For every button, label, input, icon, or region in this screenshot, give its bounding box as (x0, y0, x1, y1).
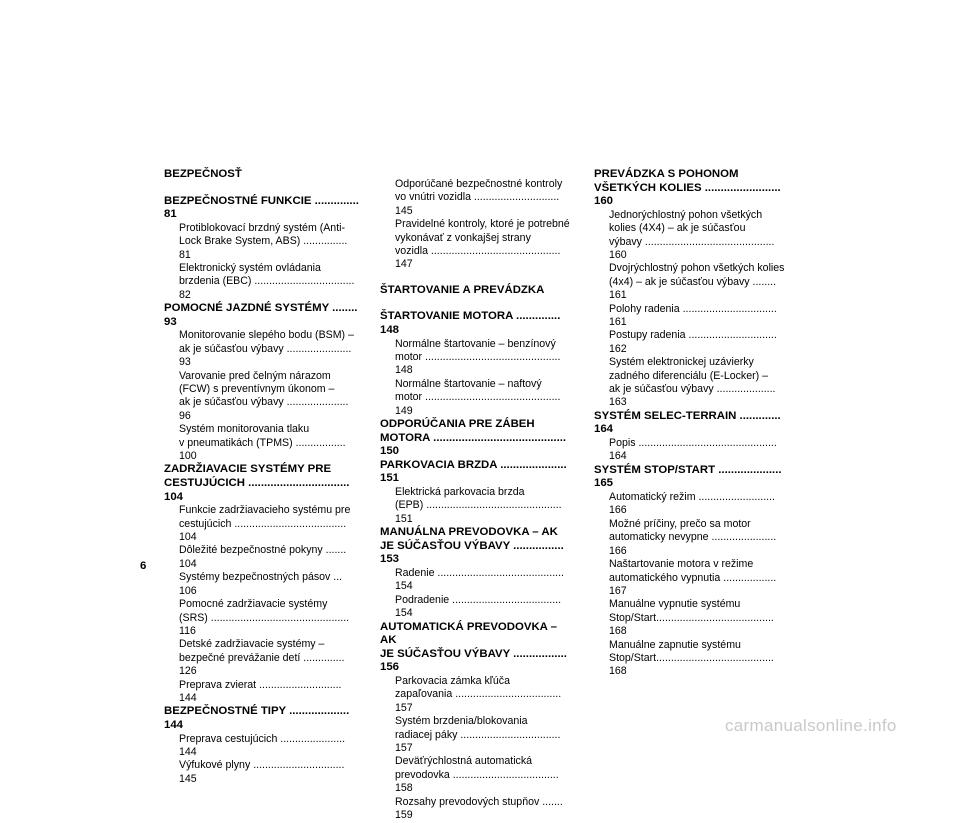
toc-subentry: Preprava cestujúcich ...................... 144 (179, 732, 346, 758)
toc-subentry: automatického vypnutia .................. 167 (609, 571, 777, 597)
toc-subentry: Jednorýchlostný pohon všetkých (609, 208, 763, 221)
toc-subentry: Radenie ........................................... 154 (395, 567, 564, 593)
toc-subentry: Popis ............................................... 164 (609, 437, 777, 463)
toc-subentry: Dôležité bezpečnostné pokyny ....... 104 (179, 544, 347, 570)
toc-chapter-entry: SYSTÉM STOP/START .................... 165 (594, 463, 782, 490)
toc-subentry: Elektronický systém ovládania (179, 262, 321, 274)
toc-chapter-entry: PARKOVACIA BRZDA ..................... 151 (380, 458, 567, 485)
toc-column-3 (594, 168, 790, 679)
toc-subentry: Automatický režim .......................... 166 (609, 491, 776, 517)
toc-subentry: Postupy radenia .............................. 162 (609, 329, 777, 355)
toc-subentry: zadného diferenciálu (E-Locker) – (609, 369, 768, 382)
toc-subentry: Manuálne zapnutie systému (609, 638, 741, 651)
toc-subentry: Pravidelné kontroly, ktoré je potrebné (395, 218, 570, 231)
toc-subentry: (FCW) s preventívnym úkonom – (179, 383, 335, 396)
toc-subentry: zapaľovania .................................... 157 (395, 688, 562, 714)
toc-chapter-entry: ŠTARTOVANIE MOTORA .............. 148 (380, 310, 561, 337)
toc-subentry: Stop/Start........................................ 168 (609, 611, 774, 638)
toc-chapter-entry: ZADRŽIAVACIE SYSTÉMY PRE (164, 463, 332, 476)
toc-subentry: Varovanie pred čelným nárazom (179, 369, 331, 382)
toc-subentry: vozidla ............................................ 147 (395, 245, 561, 271)
toc-subentry: Rozsahy prevodových stupňov ....... 159 (395, 795, 563, 822)
toc-chapter-entry: BEZPEČNOSTNÉ FUNKCIE .............. 81 (164, 194, 359, 221)
toc-subentry: Preprava zvierat ............................ 144 (179, 678, 342, 704)
toc-subentry: motor .............................................. 149 (395, 391, 561, 417)
toc-subentry: Parkovacia zámka kľúča (395, 675, 510, 688)
toc-subentry: (EPB) .............................................. 151 (395, 499, 562, 525)
toc-chapter-entry: SYSTÉM SELEC-TERRAIN ............. 164 (594, 409, 781, 436)
toc-subentry: Lock Brake System, ABS) ............... 81 (179, 235, 348, 261)
watermark: carmanualsonline.info (725, 716, 897, 735)
toc-chapter-entry: MOTORA .......................................... 150 (380, 431, 567, 458)
toc-subentry: Funkcie zadržiavacieho systému pre (179, 504, 351, 517)
toc-subentry: Možné príčiny, prečo sa motor (609, 517, 751, 530)
toc-subentry: vykonávať z vonkajšej strany (395, 231, 531, 244)
toc-subentry: cestujúcich ...................................... 104 (179, 517, 347, 544)
toc-subentry: ak je súčasťou výbavy .................... 163 (609, 383, 776, 409)
toc-column-1 (164, 168, 360, 786)
toc-subentry: radiacej páky .................................. 157 (395, 728, 561, 755)
toc-subentry: Detské zadržiavacie systémy – (179, 638, 325, 651)
toc-subentry: výbavy ............................................ 160 (609, 235, 775, 261)
toc-chapter-entry: JE SÚČASŤOU VÝBAVY ................. 156 (380, 647, 567, 674)
toc-subentry: Elektrická parkovacia brzda (395, 486, 525, 499)
toc-chapter-entry: JE SÚČASŤOU VÝBAVY ................ 153 (380, 539, 564, 566)
toc-chapter-entry: PREVÁDZKA S POHONOM (594, 168, 739, 180)
toc-subentry: (SRS) ............................................... 116 (179, 611, 350, 637)
toc-subentry: kolies (4X4) – ak je súčasťou (609, 222, 746, 235)
toc-subentry: Stop/Start........................................ 168 (609, 651, 774, 678)
toc-subentry: Protiblokovací brzdný systém (Anti- (179, 221, 346, 234)
toc-subentry: Systém brzdenia/blokovania (395, 715, 528, 728)
toc-subentry: Dvojrýchlostný pohon všetkých kolies (609, 262, 785, 275)
toc-subentry: Odporúčané bezpečnostné kontroly (395, 178, 563, 190)
toc-chapter-entry: POMOCNÉ JAZDNÉ SYSTÉMY ........ 93 (164, 302, 358, 328)
toc-subentry: brzdenia (EBC) .................................. 82 (179, 275, 355, 301)
toc-subentry: motor .............................................. 148 (395, 351, 561, 377)
toc-chapter-entry: MANUÁLNA PREVODOVKA – AK (380, 526, 558, 539)
toc-subentry: Normálne štartovanie – naftový (395, 377, 542, 390)
page-number: 6 (140, 560, 147, 572)
toc-subentry: (4x4) – ak je súčasťou výbavy ........ 161 (609, 275, 777, 302)
toc-section-heading: BEZPEČNOSŤ (164, 168, 242, 180)
toc-subentry: v pneumatikách (TPMS) ................. 100 (179, 436, 346, 463)
toc-subentry: ak je súčasťou výbavy ...................... 93 (179, 342, 352, 369)
toc-column-2 (380, 178, 576, 823)
toc-chapter-entry: AUTOMATICKÁ PREVODOVKA – AK (380, 620, 557, 647)
toc-subentry: Monitorovanie slepého bodu (BSM) – (179, 329, 354, 342)
toc-subentry: Pomocné zadržiavacie systémy (179, 598, 328, 611)
toc-subentry: Manuálne vypnutie systému (609, 598, 741, 611)
toc-chapter-entry: BEZPEČNOSTNÉ TIPY ................... 144 (164, 705, 350, 731)
toc-subentry: Naštartovanie motora v režime (609, 558, 754, 571)
toc-subentry: Výfukové plyny ............................... 145 (179, 759, 345, 785)
toc-subentry: automaticky nevypne ...................... 166 (609, 531, 777, 557)
toc-subentry: Systém elektronickej uzávierky (609, 356, 754, 369)
toc-subentry: vo vnútri vozidla ............................. 145 (395, 191, 560, 217)
toc-subentry: Systémy bezpečnostných pásov ... 106 (179, 571, 343, 597)
toc-subentry: Polohy radenia ................................ 161 (609, 302, 777, 329)
toc-subentry: Podradenie ..................................... 154 (395, 593, 562, 620)
toc-chapter-entry: ODPORÚČANIA PRE ZÁBEH (380, 418, 535, 431)
toc-subentry: Normálne štartovanie – benzínový (395, 337, 556, 350)
toc-section-heading: ŠTARTOVANIE A PREVÁDZKA (380, 283, 545, 296)
toc-chapter-entry: VŠETKÝCH KOLIES ........................ 160 (594, 181, 781, 208)
toc-subentry: Deväťrýchlostná automatická (395, 755, 533, 768)
toc-chapter-entry: CESTUJÚCICH ................................ 104 (164, 477, 350, 503)
toc-subentry: ak je súčasťou výbavy ..................... 96 (179, 396, 349, 422)
toc-subentry: Systém monitorovania tlaku (179, 423, 310, 436)
toc-subentry: prevodovka .................................... 158 (395, 768, 559, 795)
toc-subentry: bezpečné prevážanie detí .............. 126 (179, 651, 345, 678)
